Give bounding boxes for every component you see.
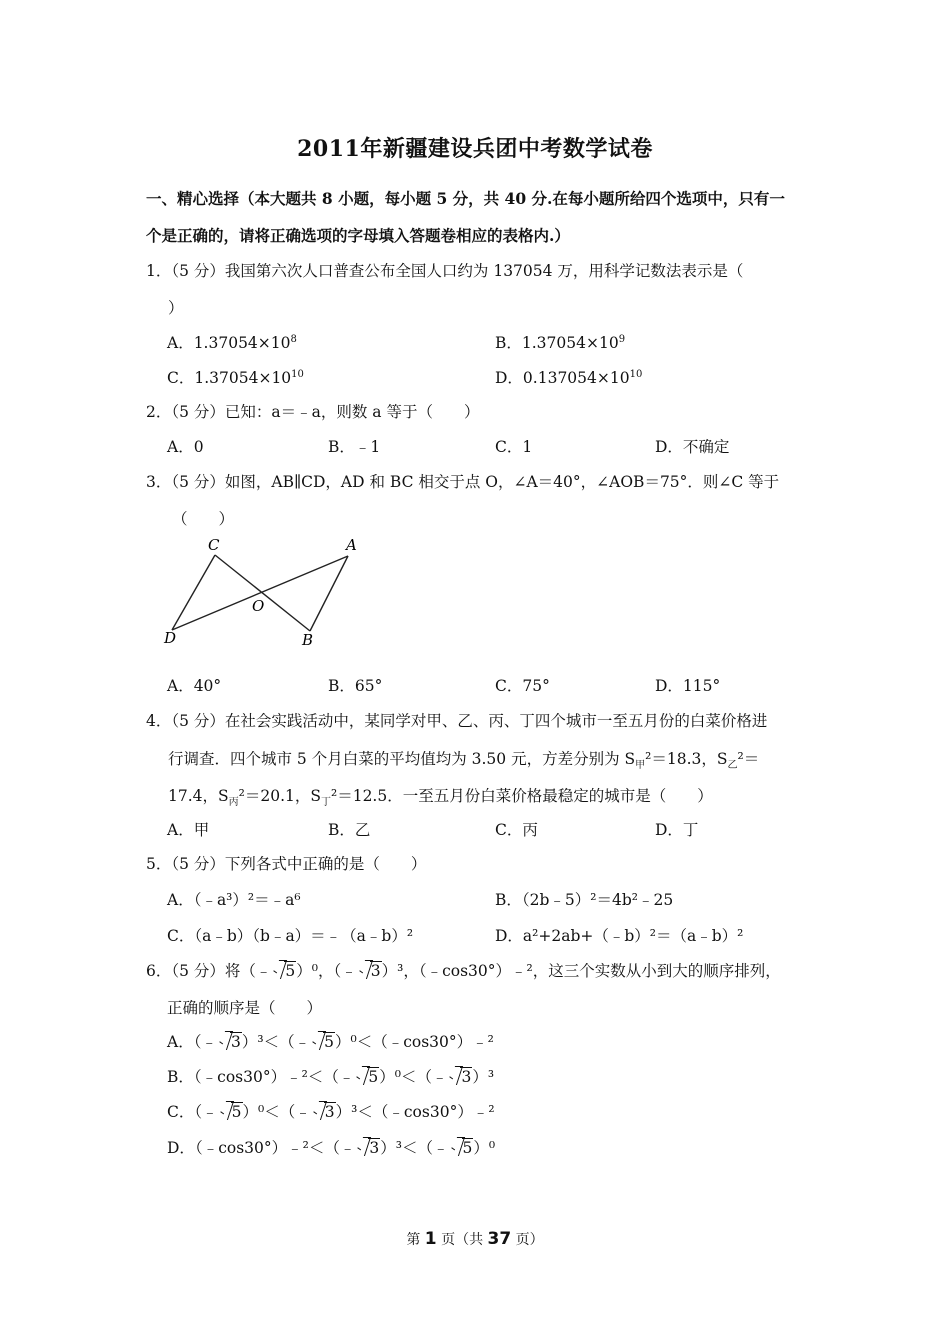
q1-option-a: A．$1.37054\times 10^8$ <box>167 333 297 352</box>
q1-stem: 1．（5 分）我国第六次人口普查公布全国人口约为 137054 万，用科学记数法表示是（ <box>146 262 744 280</box>
q5-stem: 5．（5 分）下列各式中正确的是（ ） <box>146 855 427 873</box>
q4-stem-cont2: 17.4，$S_丙^2=20.1$，$S_丁^2=12.5$．一至五月份白菜价格最稳定的城市是（ ） <box>168 787 713 809</box>
section-heading-line2: 个是正确的，请将正确选项的字母填入答题卷相应的表格内.） <box>146 226 570 245</box>
q6-stem: 6．（5 分）将（﹣ 5）⁰，（﹣ 3）³，（﹣cos30°）﹣²，这三个实数从小到大的顺序排列， <box>146 962 781 980</box>
q3-option-d: D．115° <box>655 677 721 695</box>
q2-option-d: D．不确定 <box>655 438 730 456</box>
q1-stem-cont: ） <box>168 299 184 317</box>
q2-option-a: A．0 <box>167 438 204 456</box>
q4-stem: 4．（5 分）在社会实践活动中，某同学对甲、乙、丙、丁四个城市一至五月份的白菜价格进 <box>146 712 768 730</box>
q5-option-b: B．（2b﹣5）²＝4b²﹣25 <box>495 891 674 909</box>
label-o: O <box>252 597 265 615</box>
q4-option-d: D．丁 <box>655 821 699 839</box>
q5-option-d: D．a²+2ab+（﹣b）²＝（a﹣b）² <box>495 927 744 945</box>
q6-option-b: B．（﹣cos30°）﹣²＜（﹣ 5）⁰＜（﹣ 3）³ <box>167 1068 495 1086</box>
q2-stem: 2．（5 分）已知：a＝﹣a，则数 a 等于（ ） <box>146 403 480 421</box>
q3-option-c: C．75° <box>495 677 550 695</box>
q2-option-c: C．1 <box>495 438 533 456</box>
label-c: C <box>208 536 220 554</box>
label-d: D <box>164 629 177 647</box>
q5-option-a: A．（﹣a³）²＝﹣a⁶ <box>167 891 301 909</box>
q2-option-b: B．﹣1 <box>328 438 381 456</box>
page-title: 2011年新疆建设兵团中考数学试卷 <box>297 136 653 162</box>
sqrt5: 5 <box>273 961 296 981</box>
page-total: 37 <box>487 1229 512 1249</box>
page-number: 1 <box>424 1229 437 1249</box>
q3-option-b: B．65° <box>328 677 383 695</box>
label-a: A <box>346 536 357 554</box>
segment-da <box>172 556 348 630</box>
page-footer: 第 1 页（共 37 页） <box>406 1229 544 1249</box>
q4-stem-cont: 行调查．四个城市 5 个月白菜的平均值均为 3.50 元，方差分别为 $S_甲^2=18.3$，$S_乙^2=$ <box>168 750 760 772</box>
q3-stem-cont: （ ） <box>172 510 235 528</box>
q5-option-c: C．（a﹣b）（b﹣a）＝﹣（a﹣b）² <box>167 927 414 945</box>
label-b: B <box>302 631 314 649</box>
section-heading-line1: 一、精心选择（本大题共 8 小题，每小题 5 分，共 40 分.在每小题所给四个选项中，只有一 <box>146 189 785 208</box>
q6-stem-cont: 正确的顺序是（ ） <box>167 999 323 1017</box>
q6-option-d: D．（﹣cos30°）﹣²＜（﹣ 3）³＜（﹣ 5）⁰ <box>167 1139 496 1157</box>
q4-option-c: C．丙 <box>495 821 538 839</box>
q3-geometry-figure <box>158 532 368 652</box>
q4-option-a: A．甲 <box>167 821 210 839</box>
segment-cd <box>172 555 215 630</box>
q6-option-c: C．（﹣ 5）⁰＜（﹣ 3）³＜（﹣cos30°）﹣² <box>167 1103 495 1121</box>
q1-option-d: D．$0.137054\times 10^{10}$ <box>495 368 643 387</box>
q1-option-b: B．$1.37054\times 10^9$ <box>495 333 626 352</box>
sqrt3: 3 <box>359 961 382 981</box>
segment-ab <box>310 556 348 631</box>
segment-cb <box>215 555 310 631</box>
q4-option-b: B．乙 <box>328 821 371 839</box>
q3-option-a: A．40° <box>167 677 222 695</box>
q6-option-a: A．（﹣ 3）³＜（﹣ 5）⁰＜（﹣cos30°）﹣² <box>167 1033 494 1051</box>
q3-stem: 3．（5 分）如图，AB∥CD，AD 和 BC 相交于点 O，∠A＝40°，∠AOB＝75°．则∠C 等于 <box>146 473 780 491</box>
q1-option-c: C．$1.37054\times 10^{10}$ <box>167 368 304 387</box>
